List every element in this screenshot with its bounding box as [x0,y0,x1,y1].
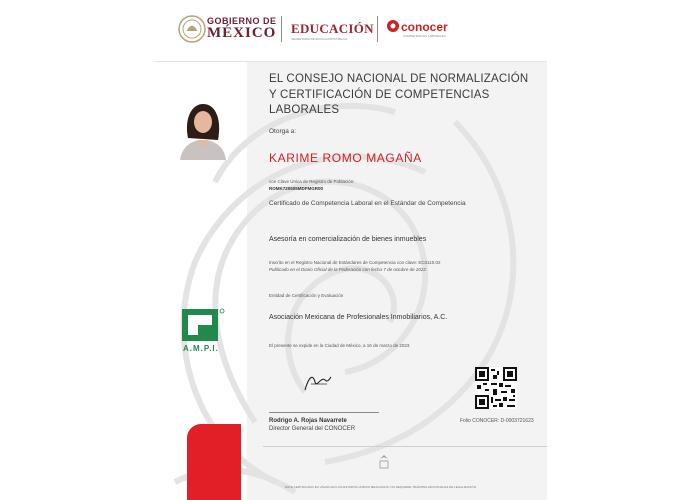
certificate-type: Certificado de Competencia Laboral en el Estándar de Competencia [269,200,466,207]
ampi-label: A.M.P.I. [183,344,219,353]
decorative-red-shape [187,424,241,500]
conocer-logo: conocer [401,20,448,34]
certificate [155,0,547,500]
folio-number: Folio CONOCER: D-0003721623 [460,418,534,424]
coat-of-arms-icon [177,14,207,44]
signer-title: Director General del CONOCER [269,426,356,432]
conocer-subtitle: COMPETENCIAS LABORALES [403,34,446,38]
mexico-label: MÉXICO [207,25,277,41]
entity-label: Entidad de Certificación y Evaluación [269,293,344,298]
certifying-entity: Asociación Mexicana de Profesionales Inmobiliarios, A.C. [269,314,448,321]
grant-label: Otorga a: [269,128,297,135]
footer-box [263,446,547,487]
footer-legend: ESTE CERTIFICADO ES VÁLIDO EN LOS ESTADOS UNIDOS MEXICANOS, NO REQUIERE TRÁMITES ADICIONALES DE LEGALIZACIÓN [285,485,476,489]
publication-line: Publicado en el Diario Oficial de la Federación con fecha 7 de octubre de 2022 [269,267,426,272]
registry-line: Inscrito en el Registro Nacional de Estándares de Competencia con clave: EC0110.02 [269,260,441,265]
signer-name: Rodrigo A. Rojas Navarrete [269,418,347,424]
educacion-subtitle: SECRETARÍA DE EDUCACIÓN PÚBLICA [291,37,348,41]
header-rule [155,61,547,62]
emblem-icon [377,453,391,471]
educacion-logo: EDUCACIÓN [291,21,374,36]
header [155,0,547,62]
signature-line [269,412,379,413]
curp-value: ROMK720505MDFMGR00 [269,186,324,191]
conocer-icon [386,19,400,33]
header-divider [377,16,378,42]
certificate-heading: EL CONSEJO NACIONAL DE NORMALIZACIÓN Y CERTIFICACIÓN DE COMPETENCIAS LABORALES [269,73,529,116]
qr-code[interactable] [475,367,517,409]
gobierno-label: GOBIERNO DE [207,16,277,26]
signature [303,372,333,392]
header-divider [281,16,282,42]
recipient-name: KARIME ROMO MAGAÑA [269,151,422,165]
issue-statement: El presente se expide en la Ciudad de México, a 16 de marzo de 2023 [269,343,410,348]
curp-label: con Clave Única de Registro de Población: [269,179,355,184]
recipient-photo [178,98,228,160]
competency-standard: Asesoría en comercialización de bienes inmuebles [269,236,427,243]
